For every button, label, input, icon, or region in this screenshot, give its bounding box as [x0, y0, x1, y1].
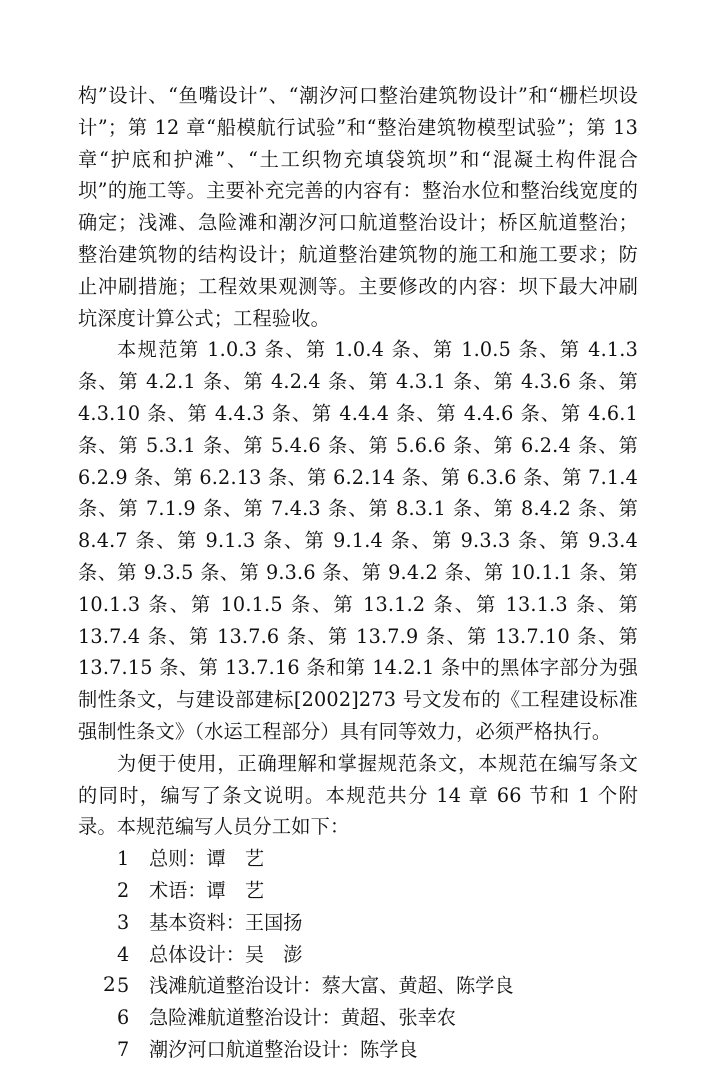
paragraph-continuation: 构”设计、“鱼嘴设计”、“潮汐河口整治建筑物设计”和“栅栏坝设计”；第 12 章“船模航行试验”和“整治建筑物模型试验”；第 13 章“护底和护滩”、“土工织物充填袋筑坝”和“混凝土构件混合坝”的施工等。主要补充完善的内容有：整治水位和整治线宽度的确定；浅滩、急险滩和潮汐河口航道整治设计；桥区航道整治；整治建筑物的结构设计；航道整治建筑物的施工和施工要求；防止冲刷措施；工程效果观测等。主要修改的内容：坝下最大冲刷坑深度计算公式；工程验收。	[78, 84, 638, 330]
list-item-number: 7	[117, 1037, 130, 1061]
page-number: 2	[103, 972, 116, 996]
list-item	[78, 970, 638, 1002]
list-item-text: 术语：谭 艺	[149, 878, 265, 902]
list-item-number: 3	[117, 910, 130, 934]
list-item-text: 总体设计：吴 澎	[149, 942, 303, 966]
paragraph-authors-intro: 为便于使用，正确理解和掌握规范条文，本规范在编写条文的同时，编写了条文说明。本规范共分 14 章 66 节和 1 个附录。本规范编写人员分工如下：	[78, 751, 638, 839]
list-item-text: 急险滩航道整治设计：黄超、张幸农	[149, 1006, 456, 1030]
list-item-number: 1	[117, 847, 130, 871]
list-item	[78, 939, 638, 971]
list-item	[78, 1034, 638, 1066]
body-text	[78, 80, 638, 1066]
list-item-text: 基本资料：王国扬	[149, 910, 303, 934]
paragraph-mandatory-clauses: 本规范第 1.0.3 条、第 1.0.4 条、第 1.0.5 条、第 4.1.3 条、第 4.2.1 条、第 4.2.4 条、第 4.3.1 条、第 4.3.6 条、第 4.3.10 条、第 4.4.3 条、第 4.4.4 条、第 4.4.6 条、第 4.6.1 条、第 5.3.1 条、第 5.4.6 条、第 5.6.6 条、第 6.2.4 条、第 6.2.9 条、第 6.2.13 条、第 6.2.14 条、第 6.3.6 条、第 7.1.4 条、第 7.1.9 条、第 7.4.3 条、第 8.3.1 条、第 8.4.2 条、第 8.4.7 条、第 9.1.3 条、第 9.1.4 条、第 9.3.3 条、第 9.3.4 条、第 9.3.5 条、第 9.3.6 条、第 9.4.2 条、第 10.1.1 条、第 10.1.3 条、第 10.1.5 条、第 13.1.2 条、第 13.1.3 条、第 13.7.4 条、第 13.7.6 条、第 13.7.9 条、第 13.7.10 条、第 13.7.15 条、第 13.7.16 条和第 14.2.1 条中的黑体字部分为强制性条文，与建设部建标[2002]273 号文发布的《工程建设标准强制性条文》（水运工程部分）具有同等效力，必须严格执行。	[78, 338, 638, 743]
list-item-text: 浅滩航道整治设计：蔡大富、黄超、陈学良	[149, 974, 514, 998]
list-item-text: 总则：谭 艺	[149, 847, 265, 871]
list-item	[78, 907, 638, 939]
list-item	[78, 843, 638, 875]
list-item-number: 6	[117, 1006, 130, 1030]
list-item	[78, 875, 638, 907]
author-list	[78, 843, 638, 1066]
list-item-number: 5	[117, 974, 130, 998]
list-item	[78, 1002, 638, 1034]
list-item-text: 潮汐河口航道整治设计：陈学良	[149, 1037, 418, 1061]
list-item-number: 2	[117, 878, 130, 902]
list-item-number: 4	[117, 942, 130, 966]
